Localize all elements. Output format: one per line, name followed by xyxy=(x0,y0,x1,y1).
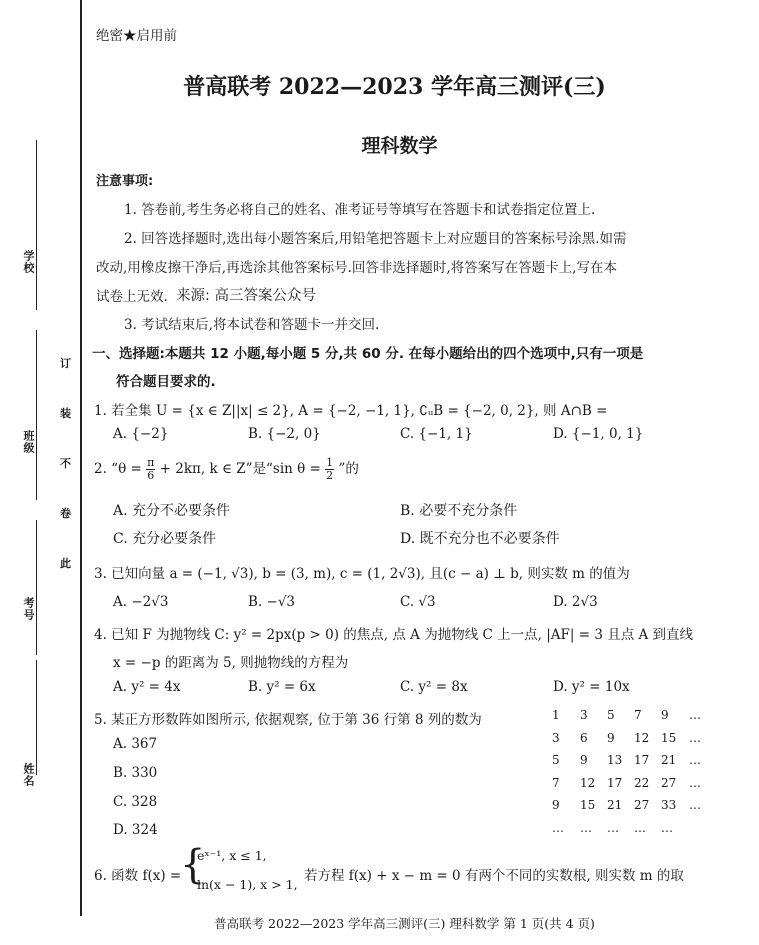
section-heading-line-1: 一、选择题:本题共 12 小题,每小题 5 分,共 60 分. 在每小题给出的四个选项中,只有一项是 xyxy=(92,346,644,362)
q2-stem-post: ”的 xyxy=(338,461,359,477)
grid-cell-r4-c3: 17 xyxy=(607,775,623,790)
grid-cell-r5-c4: 27 xyxy=(634,798,650,812)
grid-cell-r4-c2: 12 xyxy=(580,775,596,790)
note-2-line-2: 改动,用橡皮擦干净后,再选涂其他答案标号.回答非选择题时,将答案写在答题卡上,写在本 xyxy=(96,260,617,276)
q4-stem-line-1: 4. 已知 F 为抛物线 C: y² = 2px(p > 0) 的焦点, 点 A 为抛物线 C 上一点, |AF| = 3 且点 A 到直线 xyxy=(94,627,694,643)
q3-stem: 3. 已知向量 a = (−1, √3), b = (3, m), c = (1, 2√3), 且(c − a) ⊥ b, 则实数 m 的值为 xyxy=(94,566,630,582)
grid-cell-r3-c2: 9 xyxy=(580,753,588,767)
q5-option-c: C. 328 xyxy=(113,794,158,810)
section-heading-line-2: 符合题目要求的. xyxy=(116,374,216,390)
grid-cell-r4-c4: 22 xyxy=(634,775,650,790)
q1-option-a: A. {−2} xyxy=(113,426,169,442)
name-field-line xyxy=(36,660,37,775)
q4-option-b: B. y² = 6x xyxy=(248,679,316,695)
q2-fraction-1-2 xyxy=(325,457,334,482)
q2-frac2-num: 1 xyxy=(326,456,334,469)
grid-cell-r2-c6: … xyxy=(689,730,701,745)
school-field-line xyxy=(36,140,37,310)
seal-char-1: 订 xyxy=(60,357,71,370)
q3-option-c: C. √3 xyxy=(400,594,436,610)
grid-cell-r3-c5: 21 xyxy=(661,753,677,767)
q5-stem: 5. 某正方形数阵如图所示, 依据观察, 位于第 36 行第 8 列的数为 xyxy=(94,712,482,728)
q6-case-1: eˣ⁻¹, x ≤ 1, xyxy=(197,848,267,863)
q2-fraction-pi-6 xyxy=(146,457,155,482)
seal-char-3: 不 xyxy=(60,457,71,470)
grid-cell-r5-c5: 33 xyxy=(661,798,677,812)
notes-heading: 注意事项: xyxy=(96,174,154,189)
q2-stem-pre: 2. “θ = xyxy=(94,461,142,477)
q1-option-c: C. {−1, 1} xyxy=(400,426,473,442)
source-note: 来源: 高三答案公众号 xyxy=(176,288,316,304)
grid-cell-r6-c3: … xyxy=(607,820,619,835)
grid-cell-r1-c3: 5 xyxy=(607,708,615,722)
grid-cell-r3-c4: 17 xyxy=(634,753,650,767)
grid-cell-r4-c1: 7 xyxy=(552,775,560,790)
grid-cell-r2-c5: 15 xyxy=(661,730,677,745)
q6-stem-post: 若方程 f(x) + x − m = 0 有两个不同的实数根, 则实数 m 的取 xyxy=(304,868,684,884)
q4-option-c: C. y² = 8x xyxy=(400,679,468,695)
q1-stem: 1. 若全集 U = {x ∈ Z||x| ≤ 2}, A = {−2, −1, 1}, ∁ᵤB = {−2, 0, 2}, 则 A∩B = xyxy=(94,403,608,419)
q2-option-d: D. 既不充分也不必要条件 xyxy=(400,531,560,547)
q5-option-b: B. 330 xyxy=(113,765,158,781)
seal-char-2: 装 xyxy=(60,407,71,420)
q1-option-b: B. {−2, 0} xyxy=(248,426,321,442)
subject-title: 理科数学 xyxy=(361,135,438,157)
grid-cell-r1-c4: 7 xyxy=(634,708,642,722)
class-field-line xyxy=(36,330,37,500)
grid-cell-r2-c1: 3 xyxy=(552,730,560,745)
grid-cell-r6-c2: … xyxy=(580,820,592,835)
grid-cell-r2-c2: 6 xyxy=(580,730,588,745)
grid-cell-r4-c6: … xyxy=(689,775,701,790)
grid-cell-r2-c4: 12 xyxy=(634,730,650,745)
class-label: 班级 xyxy=(22,430,35,454)
grid-cell-r3-c3: 13 xyxy=(607,753,623,767)
grid-cell-r1-c5: 9 xyxy=(661,708,669,722)
grid-cell-r5-c1: 9 xyxy=(552,798,560,812)
q2-option-a: A. 充分不必要条件 xyxy=(113,503,231,519)
grid-cell-r5-c3: 21 xyxy=(607,798,623,812)
q2-frac1-num: π xyxy=(147,456,155,469)
q2-frac1-den: 6 xyxy=(147,469,155,482)
grid-cell-r6-c5: … xyxy=(661,820,673,835)
q2-frac2-den: 2 xyxy=(326,469,334,482)
seal-char-5: 此 xyxy=(60,557,71,570)
secret-mark: 绝密★启用前 xyxy=(96,28,177,44)
grid-cell-r6-c4: … xyxy=(634,820,646,835)
q2-stem xyxy=(94,457,359,482)
exam-no-label: 考号 xyxy=(22,597,35,621)
note-2-line-3: 试卷上无效. xyxy=(96,289,168,305)
note-1: 1. 答卷前,考生务必将自己的姓名、准考证号等填写在答题卡和试卷指定位置上. xyxy=(124,202,596,218)
exam-title: 普高联考 2022—2023 学年高三测评(三) xyxy=(183,74,606,100)
grid-cell-r2-c3: 9 xyxy=(607,730,615,745)
grid-cell-r1-c1: 1 xyxy=(552,708,560,722)
q5-option-a: A. 367 xyxy=(113,736,158,752)
grid-cell-r5-c2: 15 xyxy=(580,798,596,812)
q2-stem-mid: + 2kπ, k ∈ Z”是“sin θ = xyxy=(159,461,321,477)
grid-cell-r4-c5: 27 xyxy=(661,775,677,790)
q3-option-b: B. −√3 xyxy=(248,594,296,610)
q3-option-d: D. 2√3 xyxy=(553,594,598,610)
grid-cell-r6-c1: … xyxy=(552,820,564,835)
page-footer: 普高联考 2022—2023 学年高三测评(三) 理科数学 第 1 页(共 4 页) xyxy=(214,916,595,931)
school-label: 学校 xyxy=(22,250,35,274)
q6-brace: { xyxy=(180,842,206,888)
grid-cell-r3-c6: … xyxy=(689,753,701,767)
q5-option-d: D. 324 xyxy=(113,822,158,838)
grid-cell-r1-c6: … xyxy=(689,708,701,722)
q2-option-b: B. 必要不充分条件 xyxy=(400,503,518,519)
q4-option-d: D. y² = 10x xyxy=(553,679,630,695)
exam-no-field-line xyxy=(36,520,37,655)
q6-case-2: ln(x − 1), x > 1, xyxy=(197,877,298,892)
grid-cell-r3-c1: 5 xyxy=(552,753,560,767)
q2-option-c: C. 充分必要条件 xyxy=(113,531,217,547)
q1-option-d: D. {−1, 0, 1} xyxy=(553,426,644,442)
q6-stem-pre: 6. 函数 f(x) = xyxy=(94,868,182,884)
name-label: 姓名 xyxy=(22,763,35,787)
grid-cell-r5-c6: … xyxy=(689,798,701,812)
q4-option-a: A. y² = 4x xyxy=(113,679,181,695)
note-3: 3. 考试结束后,将本试卷和答题卡一并交回. xyxy=(124,317,380,333)
q4-stem-line-2: x = −p 的距离为 5, 则抛物线的方程为 xyxy=(113,655,349,671)
note-2-line-1: 2. 回答选择题时,选出每小题答案后,用铅笔把答题卡上对应题目的答案标号涂黑.如需 xyxy=(124,231,627,247)
q3-option-a: A. −2√3 xyxy=(113,594,169,610)
seal-char-4: 卷 xyxy=(60,507,71,520)
grid-cell-r1-c2: 3 xyxy=(580,708,588,722)
